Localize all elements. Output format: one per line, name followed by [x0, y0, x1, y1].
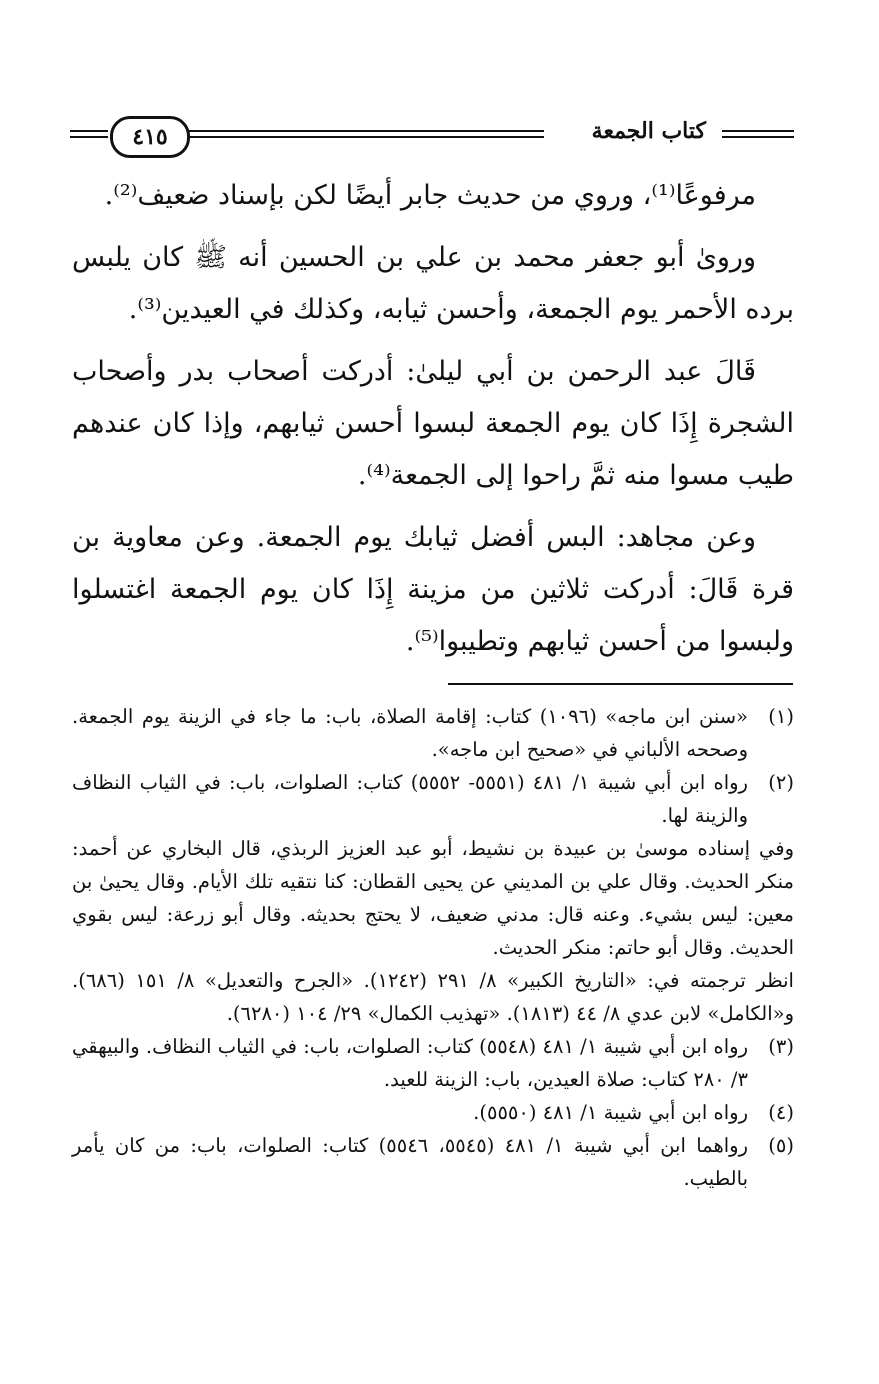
running-header — [70, 110, 794, 160]
footnote — [72, 1096, 794, 1129]
footnote-separator — [448, 683, 793, 685]
footnote — [72, 700, 794, 766]
paragraph: وعن مجاهد: البس أفضل ثيابك يوم الجمعة. وعن معاوية بن قرة قَالَ: أدركت ثلاثين من مزينة إِذَا كان يوم الجمعة اغتسلوا ولبسوا من أحسن ثيابهم وتطيبوا⁽⁵⁾. — [72, 522, 794, 657]
footnote-text: رواه ابن أبي شيبة ١/ ٤٨١ (٥٥٤٨) كتاب: الصلوات، باب: في الثياب النظاف. والبيهقي ٣/ ٢٨٠ كتاب: صلاة العيدين، باب: الزينة للعيد. — [72, 1035, 748, 1091]
footnote-number: (٤) — [768, 1101, 794, 1124]
paragraph: مرفوعًا⁽¹⁾، وروي من حديث جابر أيضًا لكن بإسناد ضعيف⁽²⁾. — [104, 180, 756, 211]
page-number: ٤١٥ — [110, 116, 190, 158]
footnotes — [72, 700, 794, 1195]
header-rule-right — [722, 130, 794, 138]
footnote-number: (١) — [768, 705, 794, 728]
paragraph: وروىٰ أبو جعفر محمد بن علي بن الحسين أنه ﷺ كان يلبس برده الأحمر يوم الجمعة، وأحسن ثيابه، وكذلك في العيدين⁽³⁾. — [72, 242, 794, 325]
footnote — [72, 766, 794, 832]
main-text — [72, 170, 794, 678]
footnote-continuation-text: انظر ترجمته في: «التاريخ الكبير» ٨/ ٢٩١ (١٢٤٢). «الجرح والتعديل» ٨/ ١٥١ (٦٨٦). و«الكامل» لابن عدي ٨/ ٤٤ (١٨١٣). «تهذيب الكمال» ٢٩/ ١٠٤ (٦٢٨٠). — [72, 969, 794, 1025]
chapter-title: كتاب الجمعة — [586, 118, 712, 144]
footnote-continuation — [72, 832, 794, 1030]
footnote — [72, 1030, 794, 1096]
footnote-number: (٣) — [768, 1035, 794, 1058]
footnote-text: رواه ابن أبي شيبة ١/ ٤٨١ (٥٥٥٠). — [473, 1101, 748, 1124]
footnote-text: رواه ابن أبي شيبة ١/ ٤٨١ (٥٥٥١- ٥٥٥٢) كتاب: الصلوات، باب: في الثياب النظاف والزينة لها. — [72, 771, 748, 827]
footnote-number: (٢) — [768, 771, 794, 794]
footnote-number: (٥) — [768, 1134, 794, 1157]
header-rule-middle — [184, 130, 544, 138]
footnote-text: «سنن ابن ماجه» (١٠٩٦) كتاب: إقامة الصلاة، باب: ما جاء في الزينة يوم الجمعة. وصححه الألباني في «صحيح ابن ماجه». — [72, 705, 748, 761]
header-rule-left — [70, 130, 108, 138]
footnote-continuation-text: وفي إسناده موسىٰ بن عبيدة بن نشيط، أبو عبد العزيز الربذي، قال البخاري عن أحمد: منكر الحديث. وقال علي بن المديني عن يحيى القطان: كنا نتقيه تلك الأيام. وقال يحيىٰ بن معين: ليس بشيء. وعنه قال: مدني ضعيف، لا يحتج بحديثه. وقال أبو زرعة: ليس بقوي الحديث. وقال أبو حاتم: منكر الحديث. — [72, 837, 794, 959]
paragraph: قَالَ عبد الرحمن بن أبي ليلىٰ: أدركت أصحاب بدر وأصحاب الشجرة إِذَا كان يوم الجمعة لبسوا أحسن ثيابهم، وإذا كان عندهم طيب مسوا منه ثمَّ راحوا إلى الجمعة⁽⁴⁾. — [72, 356, 794, 491]
footnote — [72, 1129, 794, 1195]
footnote-text: رواهما ابن أبي شيبة ١/ ٤٨١ (٥٥٤٥، ٥٥٤٦) كتاب: الصلوات، باب: من كان يأمر بالطيب. — [72, 1134, 748, 1190]
